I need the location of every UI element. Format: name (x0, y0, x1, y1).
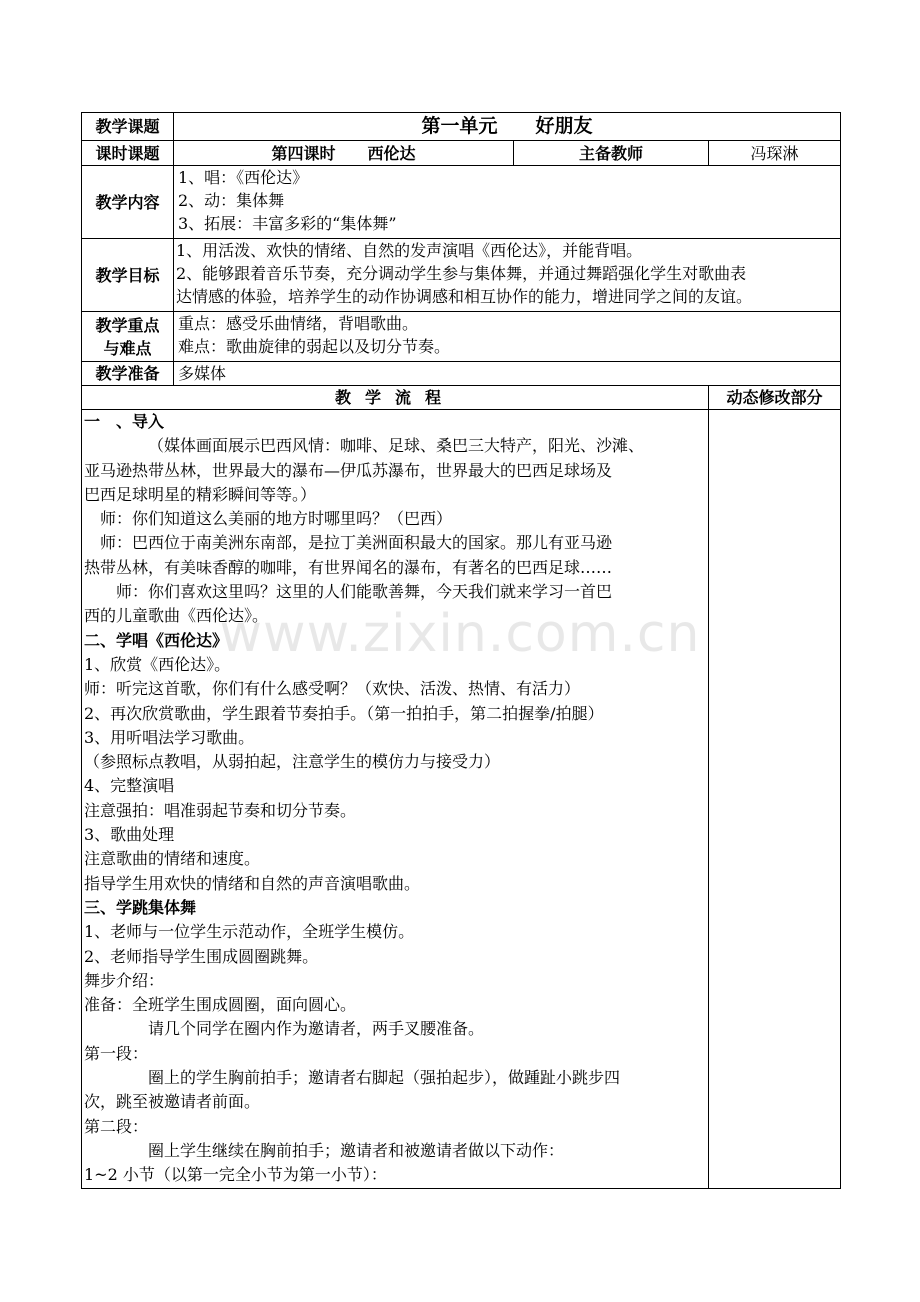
preparation-value: 多媒体 (174, 362, 841, 386)
flow-line: 1~2 小节（以第一完全小节为第一小节）： (84, 1165, 387, 1185)
flow-line: 1、老师与一位学生示范动作，全班学生模仿。 (84, 922, 415, 942)
key-points-label-2: 与难点 (103, 338, 152, 358)
section-heading: 三、学跳集体舞 (84, 897, 197, 917)
unit-title: 第一单元 好朋友 (174, 113, 841, 141)
flow-line: 师：听完这首歌，你们有什么感受啊？（欢快、活泼、热情、有活力） (84, 679, 581, 699)
flow-line: 准备：全班学生围成圆圈，面向圆心。 (84, 995, 357, 1015)
flow-line: 注意强拍：唱准弱起节奏和切分节奏。 (84, 800, 357, 820)
flow-line: （媒体画面展示巴西风情：咖啡、足球、桑巴三大特产，阳光、沙滩、 (148, 436, 645, 456)
flow-line: 西的儿童歌曲《西伦达》。 (84, 606, 269, 626)
flow-line: 请几个同学在圈内作为邀请者，两手叉腰准备。 (148, 1019, 485, 1039)
section-heading: 一 、导入 (84, 412, 165, 431)
flow-line: 1、欣赏《西伦达》。 (84, 654, 231, 674)
topic-row (82, 113, 841, 141)
flow-line: 第二段： (84, 1116, 149, 1136)
key-points-cell (174, 312, 841, 362)
lesson-plan-table (81, 112, 841, 1189)
flow-line: 4、完整演唱 (84, 776, 175, 796)
key-points-row (82, 312, 841, 362)
goals-row (82, 239, 841, 312)
topic-label: 教学课题 (82, 113, 174, 141)
flow-line: 热带丛林，有美味香醇的咖啡，有世界闻名的瀑布，有著名的巴西足球…… (84, 557, 613, 577)
content-line: 2、动：集体舞 (178, 191, 285, 210)
teacher-label: 主备教师 (514, 141, 709, 166)
watermark: www.zixin.com.cn (219, 604, 701, 664)
flow-line: 指导学生用欢快的情绪和自然的声音演唱歌曲。 (84, 873, 421, 893)
content-line: 3、拓展：丰富多彩的“集体舞” (178, 214, 397, 233)
key-points-label (82, 312, 174, 362)
key-point-line: 重点：感受乐曲情绪，背唱歌曲。 (178, 314, 419, 333)
goals-cell (174, 239, 841, 312)
side-header: 动态修改部分 (709, 386, 841, 410)
flow-line: 2、老师指导学生围成圆圈跳舞。 (84, 946, 319, 966)
flow-line: 2、再次欣赏歌曲，学生跟着节奏拍手。（第一拍拍手，第二拍握拳/拍腿） (84, 703, 604, 723)
content-label: 教学内容 (82, 166, 174, 239)
content-line: 1、唱：《西伦达》 (178, 168, 309, 187)
preparation-label: 教学准备 (82, 362, 174, 386)
flow-header-row (82, 386, 841, 410)
flow-body-row (82, 410, 841, 1189)
content-cell (174, 166, 841, 239)
goals-label: 教学目标 (82, 239, 174, 312)
flow-line: 次，跳至被邀请者前面。 (84, 1092, 261, 1112)
goal-line: 2、能够跟着音乐节奏，充分调动学生参与集体舞，并通过舞蹈强化学生对歌曲表 (176, 264, 747, 283)
section-heading: 二、学唱《西伦达》 (84, 630, 229, 650)
flow-line: 师：你们知道这么美丽的地方时哪里吗？（巴西） (100, 509, 453, 529)
flow-line: 注意歌曲的情绪和速度。 (84, 849, 261, 869)
side-notes-cell (709, 410, 841, 1189)
key-point-line: 难点：歌曲旋律的弱起以及切分节奏。 (178, 337, 451, 356)
flow-line: 圈上的学生胸前拍手；邀请者右脚起（强拍起步），做踵趾小跳步四 (148, 1068, 621, 1088)
flow-line: 3、歌曲处理 (84, 825, 175, 845)
goal-line: 达情感的体验，培养学生的动作协调感和相互协作的能力，增进同学之间的友谊。 (176, 287, 753, 306)
teacher-name: 冯琛淋 (709, 141, 841, 166)
flow-line: 亚马逊热带丛林，世界最大的瀑布—伊瓜苏瀑布，世界最大的巴西足球场及 (84, 460, 613, 480)
flow-cell (82, 410, 709, 1189)
flow-line: 第一段： (84, 1043, 149, 1063)
key-points-label-1: 教学重点 (95, 315, 160, 335)
flow-line: 师：你们喜欢这里吗？这里的人们能歌善舞，今天我们就来学习一首巴 (116, 582, 613, 602)
flow-line: （参照标点教唱，从弱拍起，注意学生的模仿力与接受力） (84, 752, 501, 772)
goal-line: 1、用活泼、欢快的情绪、自然的发声演唱《西伦达》，并能背唱。 (176, 241, 643, 260)
flow-line: 师：巴西位于南美洲东南部，是拉丁美洲面积最大的国家。那儿有亚马逊 (100, 533, 613, 553)
content-row (82, 166, 841, 239)
flow-line: 舞步介绍： (84, 970, 165, 990)
flow-line: 巴西足球明星的精彩瞬间等等。） (84, 484, 317, 504)
flow-line: 3、用听唱法学习歌曲。 (84, 727, 255, 747)
lesson-row (82, 141, 841, 166)
lesson-label: 课时课题 (82, 141, 174, 166)
flow-header: 教学流程 (82, 386, 709, 410)
lesson-title: 第四课时 西伦达 (174, 141, 514, 166)
preparation-row (82, 362, 841, 386)
flow-line: 圈上学生继续在胸前拍手；邀请者和被邀请者做以下动作： (148, 1140, 565, 1160)
